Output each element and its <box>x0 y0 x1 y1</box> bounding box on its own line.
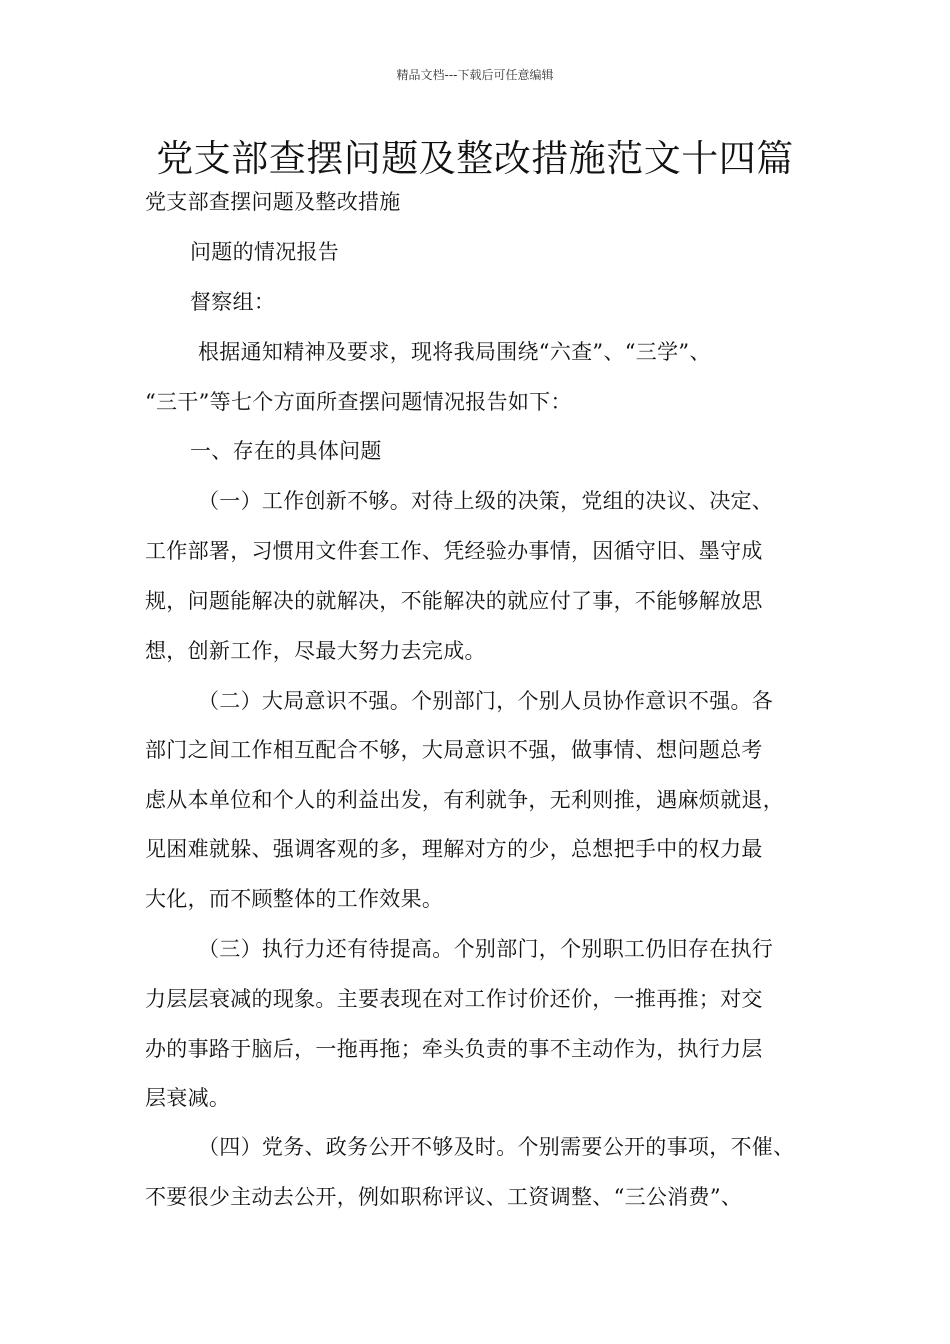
paragraph-line: 层衰减。 <box>145 1086 231 1110</box>
paragraph-line: （四）党务、政务公开不够及时。个别需要公开的事项，不催、 <box>198 1135 795 1159</box>
paragraph-line: （三）执行力还有待提高。个别部门，个别职工仍旧存在执行 <box>198 937 774 961</box>
paragraph-line: “三干”等七个方面所查摆问题情况报告如下： <box>145 390 572 414</box>
paragraph-line: 大化，而不顾整体的工作效果。 <box>145 887 444 911</box>
paragraph-line: 想，创新工作，尽最大努力去完成。 <box>145 639 486 663</box>
section-heading: 一、存在的具体问题 <box>190 439 382 463</box>
paragraph-line: 虑从本单位和个人的利益出发，有利就争，无利则推，遇麻烦就退， <box>145 788 784 812</box>
paragraph-line: 督察组： <box>190 290 276 314</box>
paragraph-line: 办的事路于脑后，一拖再拖；牵头负责的事不主动作为，执行力层 <box>145 1037 763 1061</box>
paragraph-line: 工作部署，习惯用文件套工作、凭经验办事情，因循守旧、墨守成 <box>145 539 763 563</box>
paragraph-line: 规，问题能解决的就解决，不能解决的就应付了事，不能够解放思 <box>145 589 763 613</box>
paragraph-line: （二）大局意识不强。个别部门，个别人员协作意识不强。各 <box>198 689 774 713</box>
paragraph-line: 力层层衰减的现象。主要表现在对工作讨价还价，一推再推；对交 <box>145 987 763 1011</box>
subtitle-line: 党支部查摆问题及整改措施 <box>145 190 401 214</box>
page-header: 精品文档---下载后可任意编辑 <box>396 68 554 82</box>
paragraph-line: 见困难就躲、强调客观的多，理解对方的少，总想把手中的权力最 <box>145 837 763 861</box>
paragraph-line: 部门之间工作相互配合不够，大局意识不强，做事情、想问题总考 <box>145 738 763 762</box>
paragraph-line: 不要很少主动去公开，例如职称评议、工资调整、“三公消费”、 <box>145 1185 743 1209</box>
document-title: 党支部查摆问题及整改措施范文十四篇 <box>156 137 794 180</box>
paragraph-line: 问题的情况报告 <box>190 240 340 264</box>
paragraph-line: （一）工作创新不够。对待上级的决策，党组的决议、决定、 <box>198 489 774 513</box>
paragraph-line: 根据通知精神及要求，现将我局围绕“六查”、“三学”、 <box>198 340 711 364</box>
